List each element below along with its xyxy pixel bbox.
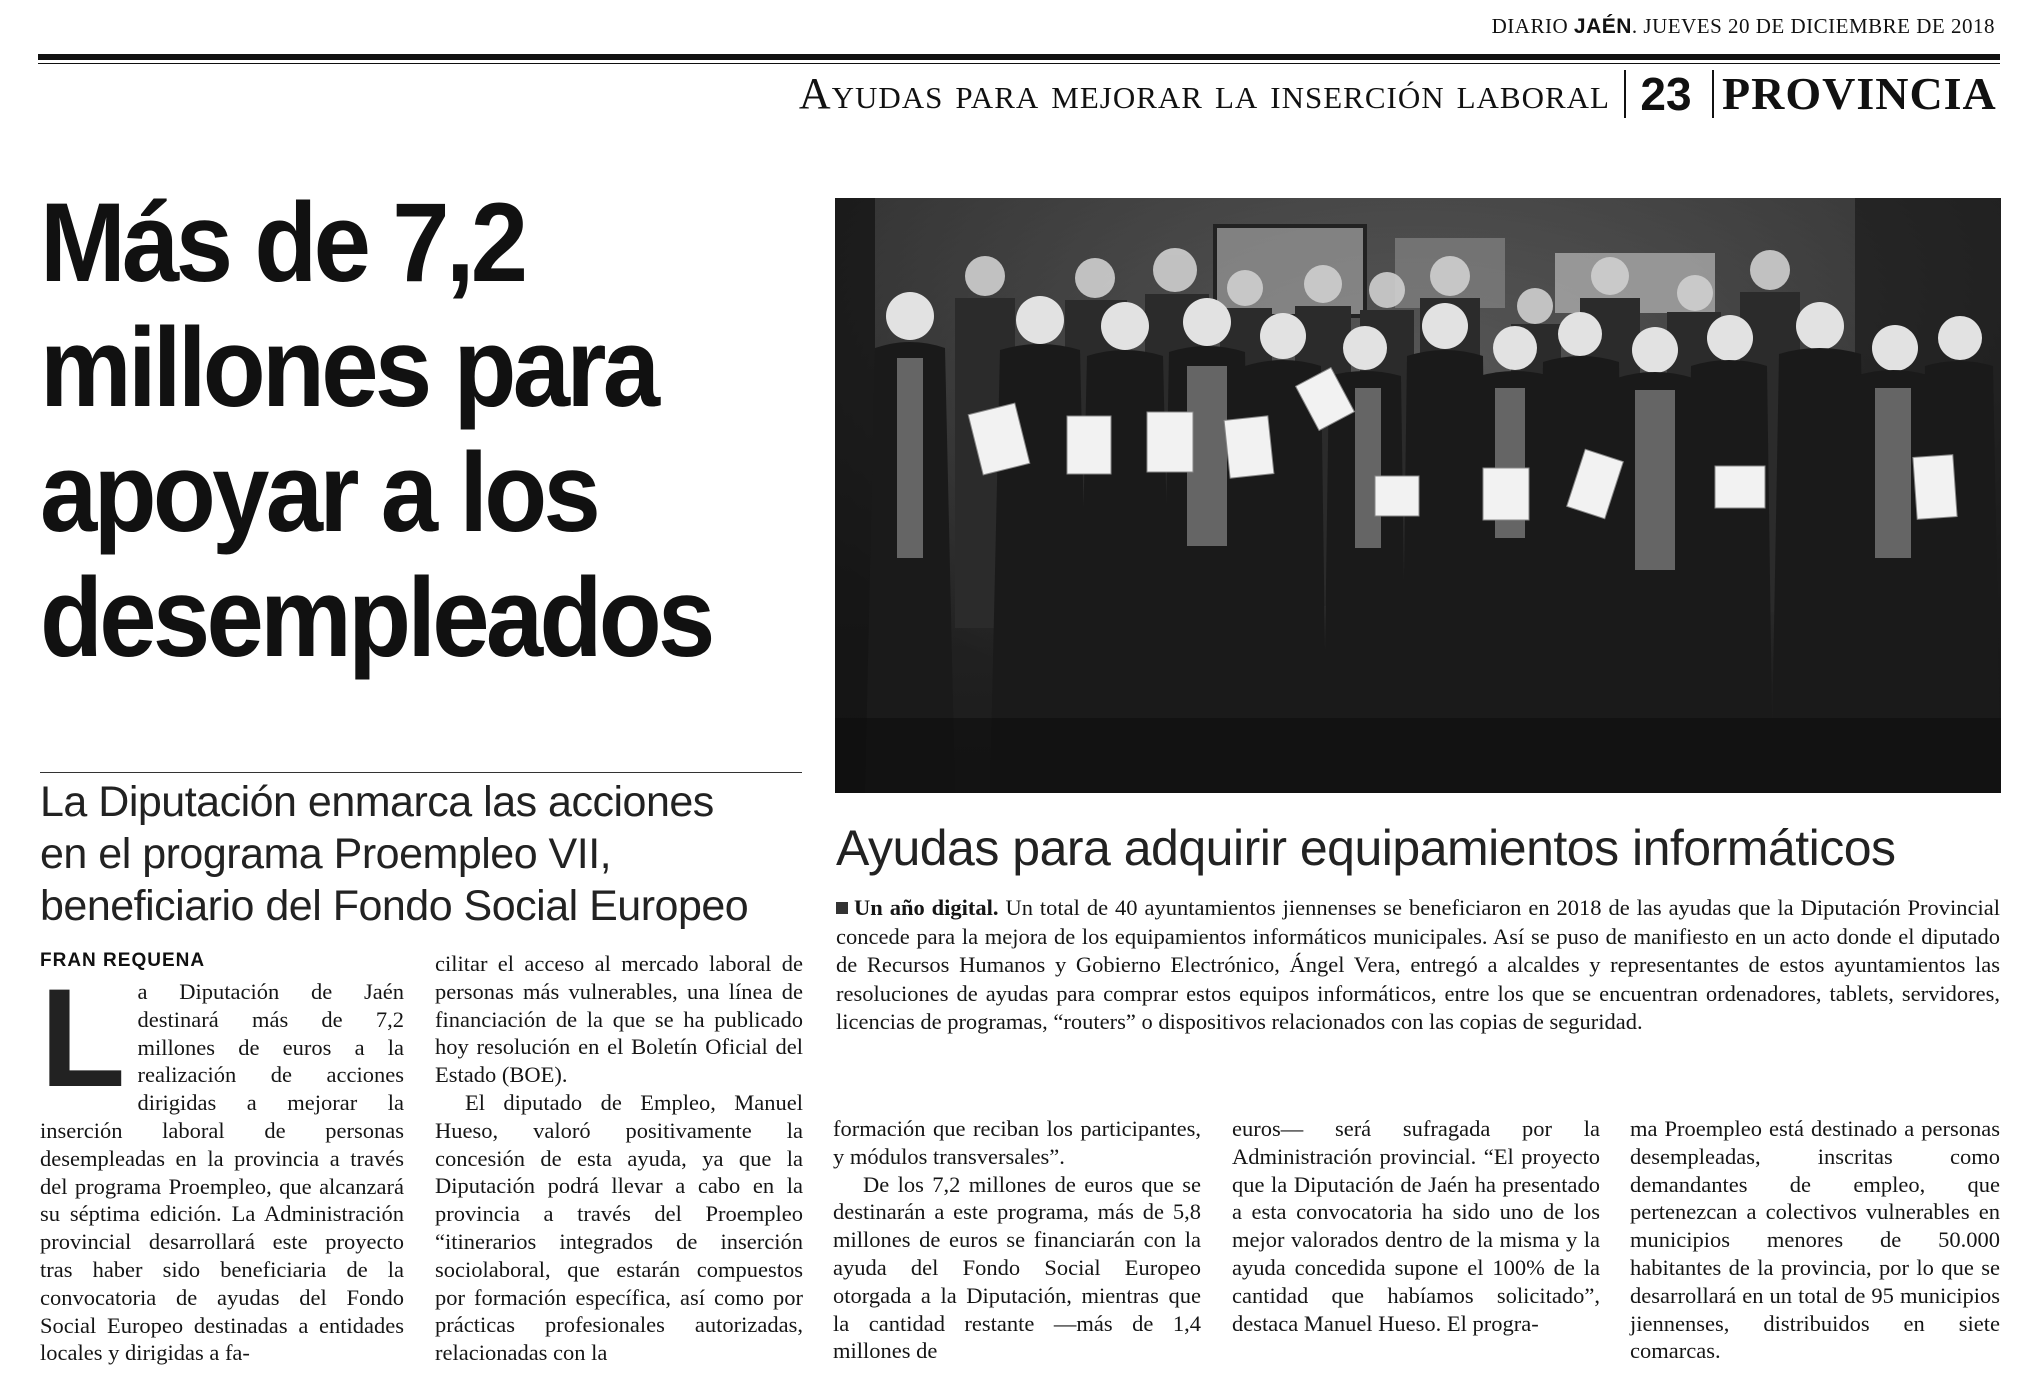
body-column-4	[1232, 1115, 1600, 1337]
paragraph-2-continued: formación que reciban los participantes, y módulos transversales”.	[833, 1116, 1201, 1169]
photo-caption-title: Ayudas para adquirir equipamientos informáticos	[836, 820, 1896, 876]
photo-caption	[836, 894, 2000, 1037]
caption-text: Un total de 40 ayuntamientos jiennenses se beneficiaron en 2018 de las ayudas que la Diputación Provincial concede para la mejora de los equipamientos informáticos municipales. Así se puso de manifiesto en un acto donde el diputado de Recursos Humanos y Gobierno Electrónico, Ángel Vera, entregó a alcaldes y representantes de estos ayuntamientos las resoluciones de ayudas para comprar estos equipos informáticos, entre los que se encuentran ordenadores, tablets, servidores, licencias de programas, “routers” o dispositivos relacionados con las copias de seguridad.	[836, 895, 2000, 1034]
paragraph-3: De los 7,2 millones de euros que se destinarán a este programa, más de 5,8 millones de euros se financiarán con la ayuda del Fondo Social Europeo otorgada a la Diputación, mientras que la cantidad restante —más de 1,4 millones de	[833, 1171, 1201, 1364]
masthead-rule	[38, 54, 2000, 60]
issue-date: . JUEVES 20 DE DICIEMBRE DE 2018	[1631, 14, 1995, 38]
paragraph-1: a Diputación de Jaén destinará más de 7,2 millones de euros a la realización de acciones dirigidas a mejorar la inserción laboral de personas desempleadas en la provincia a través del programa Proempleo, que alcanzará su séptima edición. La Administración provincial desarrollará este proyecto tras haber sido beneficiaria de la convocatoria de ayudas del Fondo Social Europeo destinadas a entidades locales y dirigidas a fa-	[40, 979, 404, 1366]
group-photo	[835, 198, 2001, 793]
body-column-2	[435, 950, 803, 1367]
header-divider	[1712, 70, 1714, 118]
bullet-square-icon	[836, 902, 848, 914]
body-column-5	[1630, 1115, 2000, 1365]
group-photo-illustration	[835, 198, 2001, 793]
caption-lead: Un año digital.	[854, 895, 999, 920]
paragraph-3-continued: euros— será sufragada por la Administración provincial. “El proyecto que la Diputación de Jaén ha presentado a esta convocatoria ha sido uno de los mejor valorados dentro de la misma y la ayuda concedida supone el 100% de la cantidad que habíamos solicitado”, destaca Manuel Hueso. El progra-	[1232, 1116, 1600, 1336]
paragraph-2: El diputado de Empleo, Manuel Hueso, valoró positivamente la concesión de esta ayuda, ya que la Diputación podrá llevar a cabo en la provincia a través del Proempleo “itinerarios integrados de inserción sociolaboral, que estarán compuestos por formación específica, así como por prácticas profesionales autorizadas, relacionadas con la	[435, 1089, 803, 1366]
paragraph-3-continued-2: ma Proempleo está destinado a personas desempleadas, inscritas como demandantes de empleo, que pertenezcan a colectivos vulnerables en municipios menores de 50.000 habitantes de la provincia, por lo que se desarrollará en un total de 95 municipios jiennenses, distribuidos en siete comarcas.	[1630, 1116, 2000, 1364]
paragraph-1-continued: cilitar el acceso al mercado laboral de personas más vulnerables, una línea de financiación de la que se ha publicado hoy resolución en el Boletín Oficial del Estado (BOE).	[435, 951, 803, 1088]
section-name: PROVINCIA	[1722, 68, 1997, 119]
header-divider	[1624, 70, 1626, 118]
paper-name: JAÉN	[1573, 15, 1632, 38]
byline: FRAN REQUENA	[40, 950, 206, 971]
page-number: 23	[1640, 68, 1692, 120]
article-subhead: La Diputación enmarca las acciones en el programa Proempleo VII, beneficiario del Fondo Social Europeo	[40, 778, 749, 930]
masthead-dateline	[955, 14, 1995, 39]
body-column-3	[833, 1115, 1201, 1365]
section-kicker: Ayudas para mejorar la inserción laboral	[798, 69, 1610, 118]
subhead-rule	[40, 772, 802, 773]
drop-cap: L	[40, 959, 126, 1116]
paper-prefix: DIARIO	[1491, 14, 1569, 38]
article-headline: Más de 7,2 millones para apoyar a los desempleados	[40, 180, 712, 680]
